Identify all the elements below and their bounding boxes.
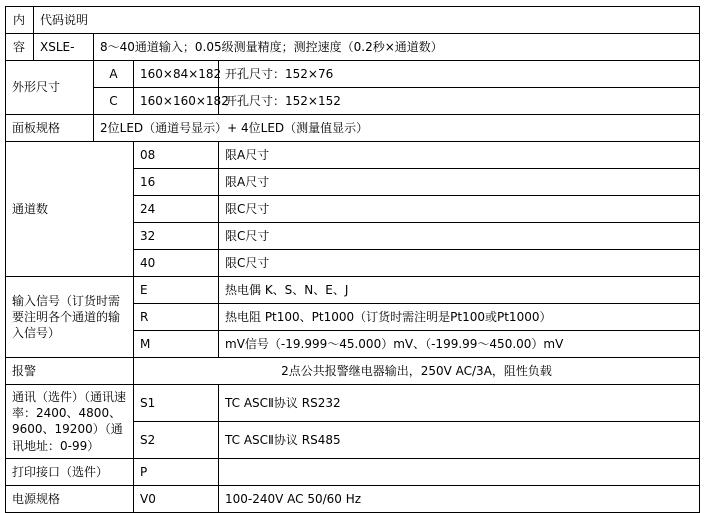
dimension-label: 外形尺寸	[6, 61, 94, 115]
dimension-value-a: 160×84×182	[134, 61, 219, 88]
panel-spec-description: 2位LED（通道号显示）+ 4位LED（测量值显示）	[94, 115, 700, 142]
table-row	[6, 7, 700, 34]
printer-interface-label: 打印接口（选件）	[6, 458, 134, 485]
model-description: 8～40通道输入；0.05级测量精度；测控速度（0.2秒×通道数）	[94, 34, 700, 61]
panel-spec-label: 面板规格	[6, 115, 94, 142]
content-label-char-2: 容	[6, 34, 34, 61]
channel-code-32: 32	[134, 223, 219, 250]
table-row	[6, 358, 700, 385]
printer-code: P	[134, 458, 219, 485]
comm-desc-s2: TC ASCⅡ协议 RS485	[219, 421, 700, 458]
input-code-e: E	[134, 277, 219, 304]
spec-sheet	[0, 6, 705, 513]
comm-desc-s1: TC ASCⅡ协议 RS232	[219, 385, 700, 422]
channel-desc-08: 限A尺寸	[219, 142, 700, 169]
table-row	[6, 277, 700, 304]
table-row	[6, 142, 700, 169]
table-row	[6, 34, 700, 61]
channel-code-24: 24	[134, 196, 219, 223]
dimension-code-c: C	[94, 88, 134, 115]
table-row	[6, 88, 700, 115]
input-code-r: R	[134, 304, 219, 331]
dimension-value-c: 160×160×182	[134, 88, 219, 115]
input-desc-r: 热电阻 Pt100、Pt1000（订货时需注明是Pt100或Pt1000）	[219, 304, 700, 331]
channel-count-label: 通道数	[6, 142, 134, 277]
table-row	[6, 115, 700, 142]
comm-code-s1: S1	[134, 385, 219, 422]
input-code-m: M	[134, 331, 219, 358]
content-label-char-1: 内	[6, 7, 34, 34]
alarm-label: 报警	[6, 358, 134, 385]
alarm-description: 2点公共报警继电器输出，250V AC/3A，阻性负载	[134, 358, 700, 385]
input-signal-label: 输入信号（订货时需要注明各个通道的输入信号）	[6, 277, 134, 358]
power-description: 100-240V AC 50/60 Hz	[219, 485, 700, 512]
channel-code-40: 40	[134, 250, 219, 277]
code-description-header: 代码说明	[34, 7, 700, 34]
dimension-code-a: A	[94, 61, 134, 88]
dimension-hole-a: 开孔尺寸：152×76	[219, 61, 700, 88]
channel-desc-32: 限C尺寸	[219, 223, 700, 250]
channel-code-16: 16	[134, 169, 219, 196]
model-code: XSLE-	[34, 34, 94, 61]
channel-desc-24: 限C尺寸	[219, 196, 700, 223]
channel-desc-40: 限C尺寸	[219, 250, 700, 277]
table-row	[6, 61, 700, 88]
channel-desc-16: 限A尺寸	[219, 169, 700, 196]
communication-label: 通讯（选件）（通讯速率：2400、4800、9600、19200）（通讯地址：0-99）	[6, 385, 134, 459]
dimension-hole-c: 开孔尺寸：152×152	[219, 88, 700, 115]
channel-code-08: 08	[134, 142, 219, 169]
printer-description	[219, 458, 700, 485]
power-spec-label: 电源规格	[6, 485, 134, 512]
specification-table	[5, 6, 700, 513]
power-code: V0	[134, 485, 219, 512]
input-desc-e: 热电偶 K、S、N、E、J	[219, 277, 700, 304]
input-desc-m: mV信号（-19.999～45.000）mV、（-199.99～450.00）mV	[219, 331, 700, 358]
table-row	[6, 458, 700, 485]
table-row	[6, 385, 700, 422]
table-row	[6, 485, 700, 512]
comm-code-s2: S2	[134, 421, 219, 458]
